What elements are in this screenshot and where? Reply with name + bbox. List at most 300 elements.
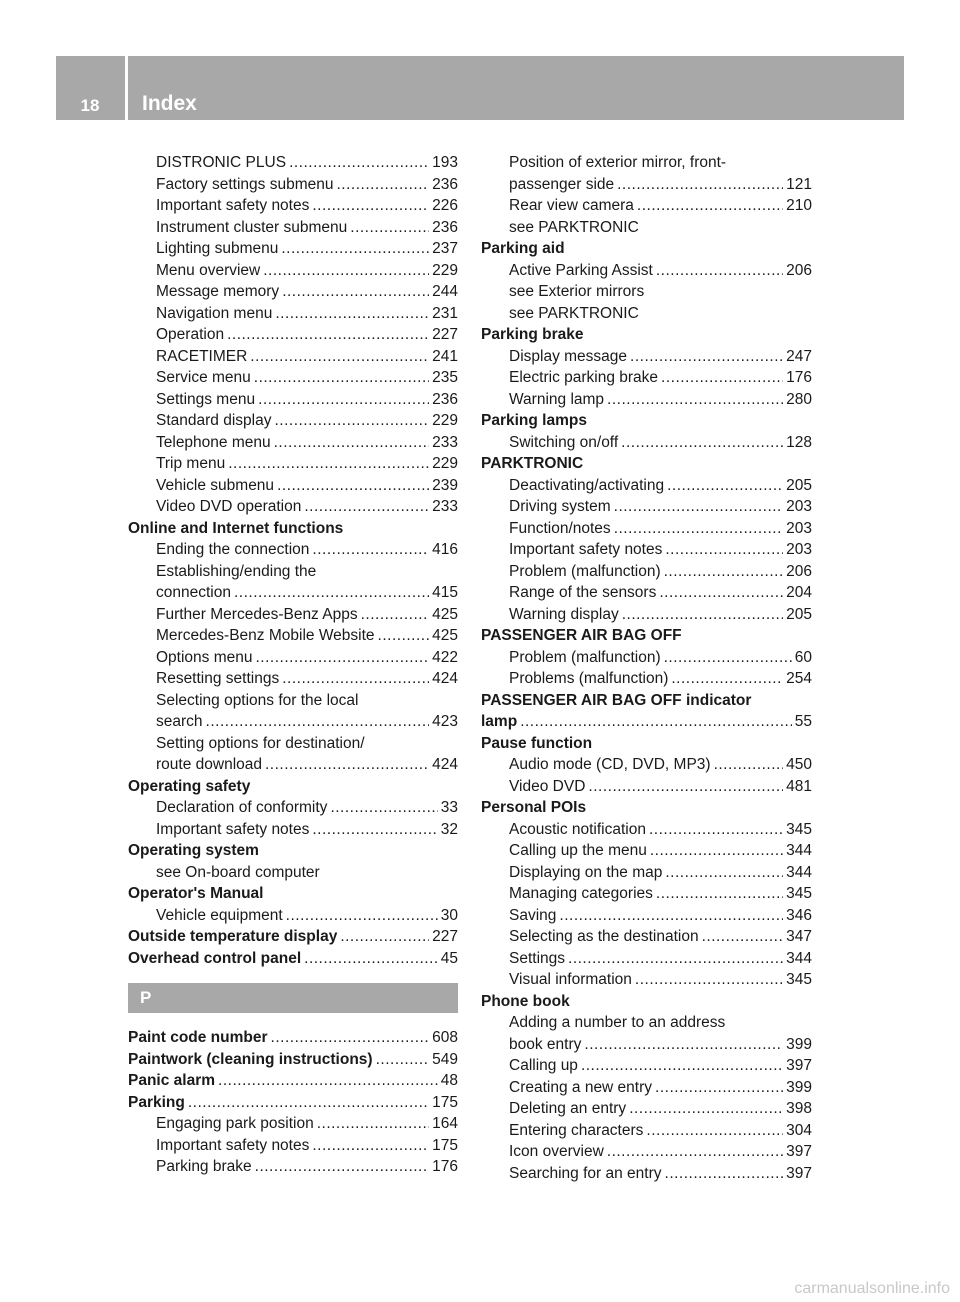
entry-label: Saving — [509, 906, 557, 924]
dot-leader — [665, 539, 783, 561]
page-reference: 344 — [786, 949, 812, 967]
page-reference: 397 — [786, 1164, 812, 1182]
dot-leader — [635, 969, 783, 991]
dot-leader — [622, 604, 783, 626]
index-subentry — [128, 797, 458, 819]
index-subentry — [481, 389, 812, 411]
dot-leader — [584, 1034, 783, 1056]
index-subentry — [128, 367, 458, 389]
index-subentry — [481, 174, 812, 196]
entry-label: Video DVD — [509, 777, 586, 795]
entry-label: Creating a new entry — [509, 1078, 653, 1096]
dot-leader — [317, 1113, 429, 1135]
dot-leader — [289, 152, 429, 174]
dot-leader — [581, 1055, 783, 1077]
dot-leader — [281, 238, 429, 260]
index-subentry — [481, 1055, 812, 1077]
dot-leader — [378, 625, 430, 647]
dot-leader — [714, 754, 784, 776]
entry-label: Problem (malfunction) — [509, 648, 661, 666]
entry-label: Deactivating/activating — [509, 476, 665, 494]
index-subentry — [128, 410, 458, 432]
entry-label: passenger side — [509, 175, 615, 193]
index-subentry — [481, 1098, 812, 1120]
entry-label: Service menu — [156, 369, 251, 386]
dot-leader — [617, 174, 783, 196]
page-reference: 233 — [432, 498, 458, 515]
page-reference: 424 — [432, 670, 458, 687]
dot-leader — [255, 1156, 429, 1178]
dot-leader — [671, 668, 783, 690]
dot-leader — [277, 475, 429, 497]
dot-leader — [330, 797, 437, 819]
index-heading: Operating system — [128, 842, 259, 859]
page-reference: 231 — [432, 304, 458, 322]
page-reference: 128 — [786, 433, 812, 451]
dot-leader — [630, 346, 783, 368]
entry-label: Deleting an entry — [509, 1100, 627, 1117]
entry-label: Switching on/off — [509, 433, 619, 451]
dot-leader — [661, 367, 783, 389]
index-subentry — [128, 711, 458, 733]
index-subentry-text: Position of exterior mirror, front- — [509, 154, 727, 171]
entry-label: Driving system — [509, 498, 611, 515]
page-reference: 549 — [432, 1050, 458, 1068]
index-column-left — [128, 152, 458, 1178]
index-heading: Pause function — [481, 734, 593, 752]
entry-label: Function/notes — [509, 519, 611, 537]
index-subentry — [128, 668, 458, 690]
index-subentry — [481, 905, 812, 927]
dot-leader — [312, 539, 429, 561]
entry-label: Vehicle equipment — [156, 906, 283, 924]
entry-label: Overhead control panel — [128, 949, 302, 967]
page-reference: 236 — [432, 390, 458, 408]
entry-label: Settings menu — [156, 390, 256, 408]
entry-label: Managing categories — [509, 885, 653, 902]
page-reference: 481 — [786, 777, 812, 795]
dot-leader — [263, 260, 429, 282]
page-reference: 210 — [786, 197, 812, 214]
index-subentry-text: Setting options for destination/ — [156, 734, 365, 752]
page-reference: 203 — [786, 498, 812, 515]
index-subentry — [481, 346, 812, 368]
dot-leader — [304, 496, 429, 518]
entry-label: Video DVD operation — [156, 498, 302, 515]
page-reference: 48 — [440, 1072, 458, 1089]
page-reference: 345 — [786, 820, 812, 838]
dot-leader — [188, 1092, 429, 1114]
section-letter: P — [140, 988, 152, 1007]
page-reference: 55 — [794, 713, 812, 730]
page-reference: 206 — [786, 562, 812, 580]
dot-leader — [271, 1027, 430, 1049]
entry-label: Operation — [156, 326, 225, 343]
entry-label: Important safety notes — [156, 820, 310, 838]
page-reference: 347 — [786, 928, 812, 945]
entry-label: Important safety notes — [509, 541, 663, 558]
index-subentry — [481, 840, 812, 862]
page-reference: 608 — [432, 1029, 458, 1046]
index-block-o — [128, 152, 458, 969]
page-reference: 226 — [432, 197, 458, 214]
dot-leader — [607, 1141, 783, 1163]
index-subentry — [481, 1120, 812, 1142]
index-heading: Parking brake — [481, 326, 584, 343]
entry-label: Options menu — [156, 648, 253, 666]
index-subentry — [481, 668, 812, 690]
entry-label: Important safety notes — [156, 1136, 310, 1154]
entry-label: Lighting submenu — [156, 240, 279, 257]
index-subentry — [128, 496, 458, 518]
entry-label: Trip menu — [156, 455, 226, 472]
index-subentry — [481, 754, 812, 776]
index-subentry — [481, 647, 812, 669]
dot-leader — [568, 948, 783, 970]
index-subentry — [128, 754, 458, 776]
index-subentry-text: Adding a number to an address — [509, 1014, 726, 1031]
page-reference: 244 — [432, 283, 458, 300]
dot-leader — [254, 367, 429, 389]
index-subentry — [128, 819, 458, 841]
dot-leader — [665, 862, 783, 884]
page-reference: 60 — [794, 648, 812, 666]
dot-leader — [614, 518, 783, 540]
entry-label: Navigation menu — [156, 304, 273, 322]
entry-label: Visual information — [509, 971, 632, 988]
page-reference: 422 — [432, 648, 458, 666]
page-reference: 399 — [786, 1078, 812, 1096]
dot-leader — [650, 840, 783, 862]
page-title: Index — [142, 92, 197, 115]
dot-leader — [664, 561, 784, 583]
dot-leader — [336, 174, 429, 196]
index-subentry — [481, 862, 812, 884]
dot-leader — [646, 1120, 783, 1142]
page-reference: 30 — [440, 906, 458, 924]
entry-label: Menu overview — [156, 261, 261, 279]
page-reference: 236 — [432, 218, 458, 236]
index-subentry — [128, 432, 458, 454]
page-reference: 235 — [432, 369, 458, 386]
entry-label: Electric parking brake — [509, 369, 659, 386]
dot-leader — [286, 905, 438, 927]
entry-label: Range of the sensors — [509, 584, 657, 601]
page-reference: 345 — [786, 971, 812, 988]
page-reference: 227 — [432, 928, 458, 945]
page-reference: 229 — [432, 455, 458, 472]
page-header — [56, 56, 904, 120]
index-subentry — [128, 647, 458, 669]
entry-label: Warning lamp — [509, 390, 605, 408]
index-subentry — [128, 475, 458, 497]
dot-leader — [656, 260, 783, 282]
page-reference: 416 — [432, 541, 458, 558]
entry-label: Declaration of conformity — [156, 799, 328, 816]
entry-label: Rear view camera — [509, 197, 634, 214]
page-reference: 425 — [432, 605, 458, 623]
entry-label: Searching for an entry — [509, 1164, 662, 1182]
index-subentry — [481, 883, 812, 905]
dot-leader — [274, 410, 429, 432]
dot-leader — [206, 711, 430, 733]
index-subentry — [481, 561, 812, 583]
page-reference: 32 — [440, 820, 458, 838]
index-subentry — [481, 969, 812, 991]
dot-leader — [218, 1070, 438, 1092]
index-subentry — [481, 926, 812, 948]
dot-leader — [234, 582, 429, 604]
entry-label: RACETIMER — [156, 347, 248, 365]
page-reference: 229 — [432, 412, 458, 429]
index-subentry-text: Selecting options for the local — [156, 691, 359, 709]
page-reference: 175 — [432, 1093, 458, 1111]
index-subentry — [128, 195, 458, 217]
page-reference: 399 — [786, 1035, 812, 1053]
page-reference: 345 — [786, 885, 812, 902]
page-reference: 280 — [786, 390, 812, 408]
index-heading: Operating safety — [128, 777, 251, 795]
entry-label: Factory settings submenu — [156, 175, 334, 193]
entry-label: Paintwork (cleaning instructions) — [128, 1050, 373, 1068]
index-subentry — [128, 905, 458, 927]
index-subentry — [128, 152, 458, 174]
dot-leader — [282, 281, 429, 303]
index-heading: PASSENGER AIR BAG OFF indicator — [481, 691, 752, 709]
dot-leader — [637, 195, 783, 217]
dot-leader — [621, 432, 783, 454]
index-subentry — [481, 260, 812, 282]
index-heading-entry — [128, 948, 458, 970]
index-subentry — [128, 281, 458, 303]
entry-label: Displaying on the map — [509, 863, 663, 881]
index-heading: Parking lamps — [481, 412, 587, 429]
page-reference: 121 — [786, 175, 812, 193]
page-reference: 344 — [786, 863, 812, 881]
entry-label: Instrument cluster submenu — [156, 218, 348, 236]
entry-label: DISTRONIC PLUS — [156, 154, 287, 171]
page-reference: 450 — [786, 756, 812, 773]
dot-leader — [258, 389, 429, 411]
page-reference: 425 — [432, 627, 458, 644]
page-reference: 239 — [432, 476, 458, 494]
page-reference: 237 — [432, 240, 458, 257]
index-subentry — [481, 582, 812, 604]
entry-label: Engaging park position — [156, 1115, 314, 1132]
dot-leader — [659, 582, 783, 604]
page-reference: 254 — [786, 670, 812, 687]
page-reference: 193 — [432, 154, 458, 171]
entry-label: Vehicle submenu — [156, 476, 275, 494]
dot-leader — [520, 711, 792, 733]
dot-leader — [665, 1163, 784, 1185]
dot-leader — [559, 905, 783, 927]
page-reference: 241 — [432, 347, 458, 365]
page-reference: 227 — [432, 326, 458, 343]
index-subentry-text: see PARKTRONIC — [509, 304, 639, 322]
index-heading-entry — [128, 1070, 458, 1092]
index-heading: Phone book — [481, 992, 570, 1010]
page-reference: 415 — [432, 584, 458, 601]
entry-label: Ending the connection — [156, 541, 310, 558]
index-block-p — [128, 1027, 458, 1178]
index-subentry — [481, 367, 812, 389]
entry-label: Settings — [509, 949, 566, 967]
dot-leader — [664, 647, 792, 669]
index-subentry — [481, 948, 812, 970]
entry-label: Active Parking Assist — [509, 261, 653, 279]
index-subentry — [481, 432, 812, 454]
dot-leader — [274, 432, 430, 454]
page-reference: 206 — [786, 261, 812, 279]
index-subentry — [481, 819, 812, 841]
dot-leader — [376, 1049, 430, 1071]
page-reference: 45 — [440, 949, 458, 967]
entry-label: Paint code number — [128, 1029, 268, 1046]
index-subentry — [128, 217, 458, 239]
page-reference: 205 — [786, 476, 812, 494]
dot-leader — [588, 776, 783, 798]
entry-label: book entry — [509, 1035, 582, 1053]
entry-label: connection — [156, 584, 231, 601]
index-heading-entry — [128, 926, 458, 948]
dot-leader — [312, 195, 429, 217]
index-subentry — [128, 303, 458, 325]
page-reference: 424 — [432, 756, 458, 773]
entry-label: Problems (malfunction) — [509, 670, 669, 687]
dot-leader — [340, 926, 429, 948]
index-heading: Operator's Manual — [128, 885, 264, 902]
index-heading-entry — [128, 1049, 458, 1071]
entry-label: lamp — [481, 713, 518, 730]
entry-label: Important safety notes — [156, 197, 310, 214]
dot-leader — [655, 1077, 783, 1099]
entry-label: Panic alarm — [128, 1072, 216, 1089]
index-subentry — [128, 174, 458, 196]
page-reference: 233 — [432, 433, 458, 451]
page-reference: 176 — [786, 369, 812, 386]
index-subentry-text: see PARKTRONIC — [509, 218, 639, 236]
index-block-p-continued — [481, 152, 812, 1184]
entry-label: Message memory — [156, 283, 280, 300]
index-heading: PARKTRONIC — [481, 455, 584, 472]
dot-leader — [282, 668, 429, 690]
index-heading: Parking aid — [481, 240, 565, 257]
dot-leader — [312, 1135, 429, 1157]
page-reference: 204 — [786, 584, 812, 601]
entry-label: Standard display — [156, 412, 272, 429]
index-heading-entry — [128, 1027, 458, 1049]
dot-leader — [227, 324, 429, 346]
index-subentry — [128, 453, 458, 475]
page-reference: 175 — [432, 1136, 458, 1154]
entry-label: Acoustic notification — [509, 820, 646, 838]
index-heading: Personal POIs — [481, 799, 587, 816]
page-reference: 205 — [786, 605, 812, 623]
dot-leader — [667, 475, 783, 497]
page-reference: 203 — [786, 519, 812, 537]
index-subentry — [481, 1141, 812, 1163]
page-reference: 247 — [786, 347, 812, 365]
index-subentry — [481, 1034, 812, 1056]
index-subentry — [128, 324, 458, 346]
index-subentry — [128, 346, 458, 368]
page-reference: 203 — [786, 541, 812, 558]
dot-leader — [228, 453, 429, 475]
dot-leader — [614, 496, 783, 518]
entry-label: Problem (malfunction) — [509, 562, 661, 580]
page-reference: 346 — [786, 906, 812, 924]
entry-label: Selecting as the destination — [509, 928, 699, 945]
index-subentry — [128, 1156, 458, 1178]
entry-label: Further Mercedes-Benz Apps — [156, 605, 358, 623]
entry-label: route download — [156, 756, 262, 773]
dot-leader — [265, 754, 429, 776]
index-column-right — [481, 152, 812, 1184]
entry-label: Entering characters — [509, 1121, 644, 1139]
index-subentry — [128, 582, 458, 604]
page-reference: 344 — [786, 842, 812, 859]
entry-label: Calling up — [509, 1057, 578, 1074]
index-subentry — [481, 496, 812, 518]
page-reference: 397 — [786, 1143, 812, 1160]
dot-leader — [629, 1098, 783, 1120]
dot-leader — [350, 217, 429, 239]
dot-leader — [361, 604, 430, 626]
index-subentry — [481, 475, 812, 497]
index-subentry — [481, 776, 812, 798]
index-subentry-text: see On-board computer — [156, 863, 320, 881]
page-reference: 33 — [440, 799, 458, 816]
page-reference: 398 — [786, 1100, 812, 1117]
index-heading-entry — [481, 711, 812, 733]
entry-label: Outside temperature display — [128, 928, 338, 945]
entry-label: Calling up the menu — [509, 842, 647, 859]
index-subentry — [128, 625, 458, 647]
page-reference: 229 — [432, 261, 458, 279]
dot-leader — [312, 819, 437, 841]
index-subentry — [128, 539, 458, 561]
entry-label: search — [156, 713, 203, 730]
index-subentry — [128, 1113, 458, 1135]
index-subentry — [128, 604, 458, 626]
entry-label: Audio mode (CD, DVD, MP3) — [509, 756, 711, 773]
entry-label: Icon overview — [509, 1143, 604, 1160]
letter-section-header — [128, 983, 458, 1013]
dot-leader — [250, 346, 429, 368]
index-heading-entry — [128, 1092, 458, 1114]
index-subentry — [481, 518, 812, 540]
entry-label: Resetting settings — [156, 670, 280, 687]
index-subentry — [481, 1163, 812, 1185]
dot-leader — [256, 647, 430, 669]
entry-label: Parking — [128, 1093, 185, 1111]
dot-leader — [702, 926, 784, 948]
index-subentry — [128, 238, 458, 260]
index-heading: PASSENGER AIR BAG OFF — [481, 627, 682, 644]
index-subentry — [481, 539, 812, 561]
index-subentry — [128, 389, 458, 411]
index-subentry — [481, 1077, 812, 1099]
index-subentry — [128, 260, 458, 282]
entry-label: Telephone menu — [156, 433, 271, 451]
index-subentry — [128, 1135, 458, 1157]
entry-label: Mercedes-Benz Mobile Website — [156, 627, 375, 644]
page-reference: 397 — [786, 1057, 812, 1074]
entry-label: Warning display — [509, 605, 619, 623]
index-heading: Online and Internet functions — [128, 519, 344, 537]
index-subentry — [481, 195, 812, 217]
